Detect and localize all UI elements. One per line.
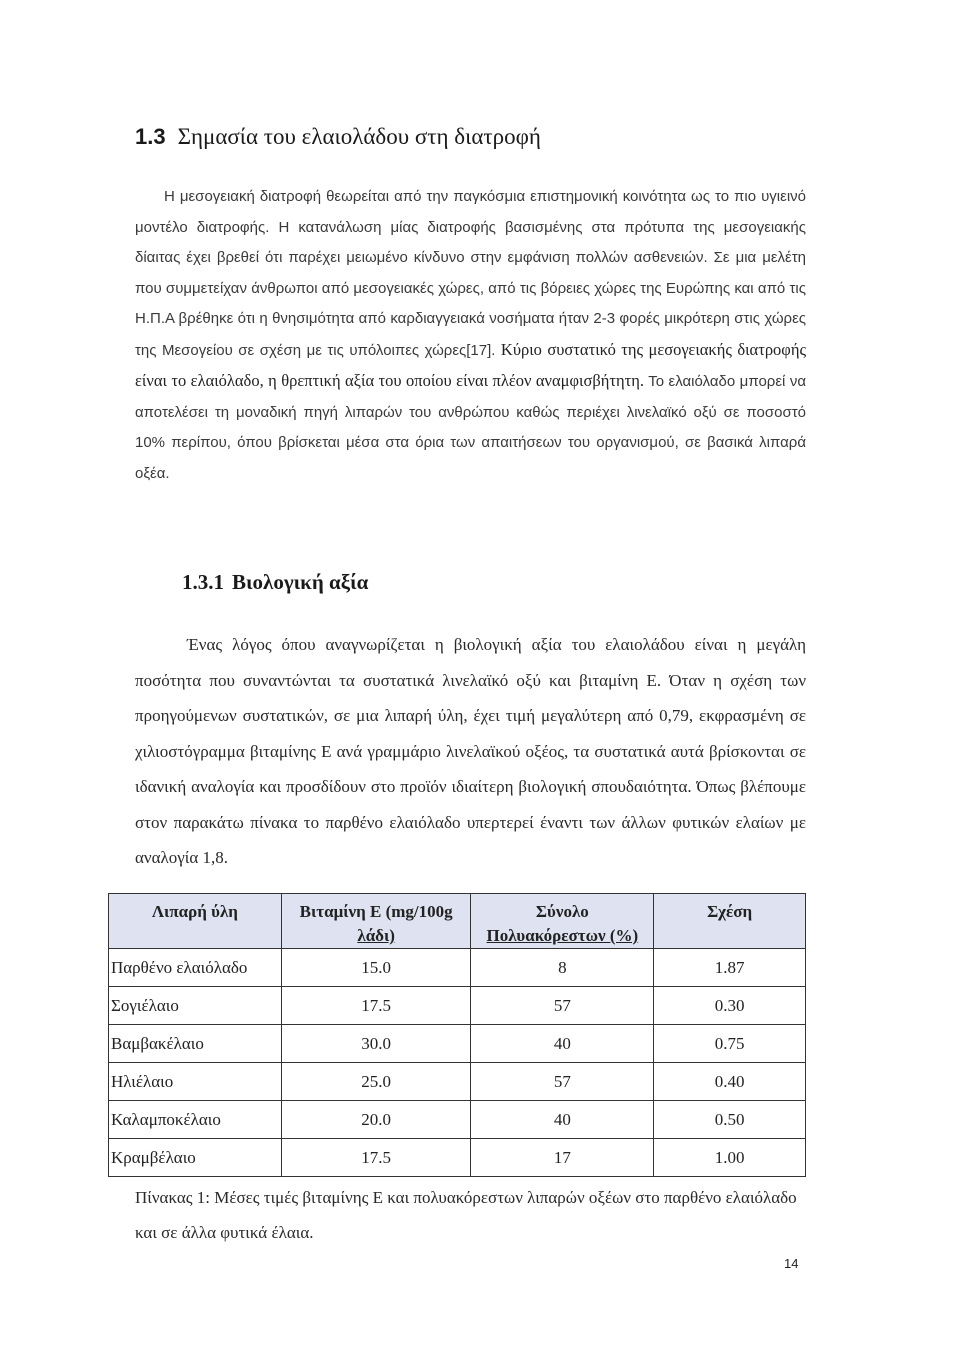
paragraph1-text-c: Το ελαιόλαδο μπορεί να αποτελέσει τη μοναδική πηγή λιπαρών του ανθρώπου καθώς περιέχει λινελαϊκό οξύ σε ποσοστό 10% περίπου, όπου βρίσκεται μέσα στα όρια των απαιτήσεων του οργανισμού, σε βασικά λιπαρά οξέα. bbox=[135, 373, 806, 482]
vitamin-e-value: 17.5 bbox=[281, 987, 471, 1025]
pufa-value: 17 bbox=[471, 1139, 654, 1177]
header-ratio bbox=[654, 894, 806, 949]
pufa-value: 40 bbox=[471, 1101, 654, 1139]
pufa-value: 57 bbox=[471, 1063, 654, 1101]
section-title: Σημασία του ελαιολάδου στη διατροφή bbox=[177, 124, 541, 149]
oil-name: Ηλιέλαιο bbox=[109, 1063, 282, 1101]
oil-name: Καλαμποκέλαιο bbox=[109, 1101, 282, 1139]
ratio-value: 0.75 bbox=[654, 1025, 806, 1063]
paragraph-biological-value: Ένας λόγος όπου αναγνωρίζεται η βιολογική αξία του ελαιολάδου είναι η μεγάλη ποσότητα που συναντώνται τα συστατικά λινελαϊκό οξύ και βιταμίνη Ε. Όταν η σχέση των προηγούμενων συστατικών, σε μια λιπαρή ύλη, έχει τιμή μεγαλύτερη από 0,79, εκφρασμένη σε χιλιοστόγραμμα βιταμίνης Ε ανά γραμμάριο λινελαϊκού οξέος, τα συστατικά αυτά βρίσκονται σε ιδανική αναλογία και προσδίδουν στο προϊόν ιδιαίτερη βιολογική σπουδαιότητα. Όπως βλέπουμε στον παρακάτω πίνακα το παρθένο ελαιόλαδο υπερτερεί έναντι των άλλων φυτικών ελαίων με αναλογία 1,8. bbox=[135, 635, 806, 867]
oil-name: Βαμβακέλαιο bbox=[109, 1025, 282, 1063]
header-pufa-line2: Πολυακόρεστων (%) bbox=[486, 926, 639, 945]
ratio-value: 0.30 bbox=[654, 987, 806, 1025]
header-pufa-total bbox=[471, 894, 654, 949]
vitamin-e-value: 20.0 bbox=[281, 1101, 471, 1139]
header-vitamin-e-line1: Βιταμίνη Ε (mg/100g bbox=[299, 902, 453, 921]
paragraph-mediterranean-diet bbox=[135, 182, 806, 489]
ratio-value: 1.00 bbox=[654, 1139, 806, 1177]
paragraph1-text-a: Η μεσογειακή διατροφή θεωρείται από την παγκόσμια επιστημονική κοινότητα ως το πιο υγιεινό μοντέλο διατροφής. Η κατανάλωση μίας διατροφής βασισμένης στα πρότυπα της μεσογειακής δίαιτας έχει βρεθεί ότι παρέχει μειωμένο κίνδυνο στην εμφάνιση πολλών ασθενειών. Σε μια μελέτη που συμμετείχαν άνθρωποι από μεσογειακές χώρες, από τις βόρειες χώρες της Ευρώπης και από τις Η.Π.Α βρέθηκε ότι η θνησιμότητα από καρδιαγγειακά νοσήματα ήταν 2-3 φορές μικρότερη στις χώρες της Μεσογείου σε σχέση με τις υπόλοιπες χώρες[17]. bbox=[135, 188, 806, 359]
pufa-value: 57 bbox=[471, 987, 654, 1025]
subsection-heading bbox=[182, 570, 368, 595]
header-fat-material-label: Λιπαρή ύλη bbox=[151, 902, 238, 921]
table-header-row bbox=[109, 894, 806, 949]
table-caption: Πίνακας 1: Μέσες τιμές βιταμίνης Ε και πολυακόρεστων λιπαρών οξέων στο παρθένο ελαιόλαδο και σε άλλα φυτικά έλαια. bbox=[135, 1188, 797, 1242]
table-row bbox=[109, 1025, 806, 1063]
table-row bbox=[109, 987, 806, 1025]
section-heading bbox=[135, 124, 541, 150]
ratio-value: 0.40 bbox=[654, 1063, 806, 1101]
paragraph1-text-b: Κύριο συστατικό της μεσογειακής διατροφής είναι το ελαιόλαδο, η θρεπτική αξία του οποίου είναι πλέον αναμφισβήτητη. bbox=[135, 339, 806, 390]
pufa-value: 8 bbox=[471, 949, 654, 987]
table-row bbox=[109, 1063, 806, 1101]
ratio-value: 0.50 bbox=[654, 1101, 806, 1139]
table-row bbox=[109, 949, 806, 987]
oil-name: Παρθένο ελαιόλαδο bbox=[109, 949, 282, 987]
vitamin-e-value: 15.0 bbox=[281, 949, 471, 987]
header-ratio-label: Σχέση bbox=[707, 902, 753, 921]
header-vitamin-e bbox=[281, 894, 471, 949]
oil-name: Σογιέλαιο bbox=[109, 987, 282, 1025]
subsection-title: Βιολογική αξία bbox=[232, 570, 369, 594]
page-number: 14 bbox=[784, 1256, 799, 1271]
table-row bbox=[109, 1101, 806, 1139]
vitamin-e-table bbox=[108, 893, 806, 1177]
oil-name: Κραμβέλαιο bbox=[109, 1139, 282, 1177]
pufa-value: 40 bbox=[471, 1025, 654, 1063]
vitamin-e-value: 30.0 bbox=[281, 1025, 471, 1063]
header-pufa-line1: Σύνολο bbox=[535, 902, 589, 921]
ratio-value: 1.87 bbox=[654, 949, 806, 987]
table-row bbox=[109, 1139, 806, 1177]
subsection-number: 1.3.1 bbox=[182, 570, 224, 594]
vitamin-e-value: 25.0 bbox=[281, 1063, 471, 1101]
header-vitamin-e-line2: λάδι) bbox=[357, 926, 395, 945]
section-number: 1.3 bbox=[135, 124, 166, 149]
header-fat-material bbox=[109, 894, 282, 949]
vitamin-e-value: 17.5 bbox=[281, 1139, 471, 1177]
